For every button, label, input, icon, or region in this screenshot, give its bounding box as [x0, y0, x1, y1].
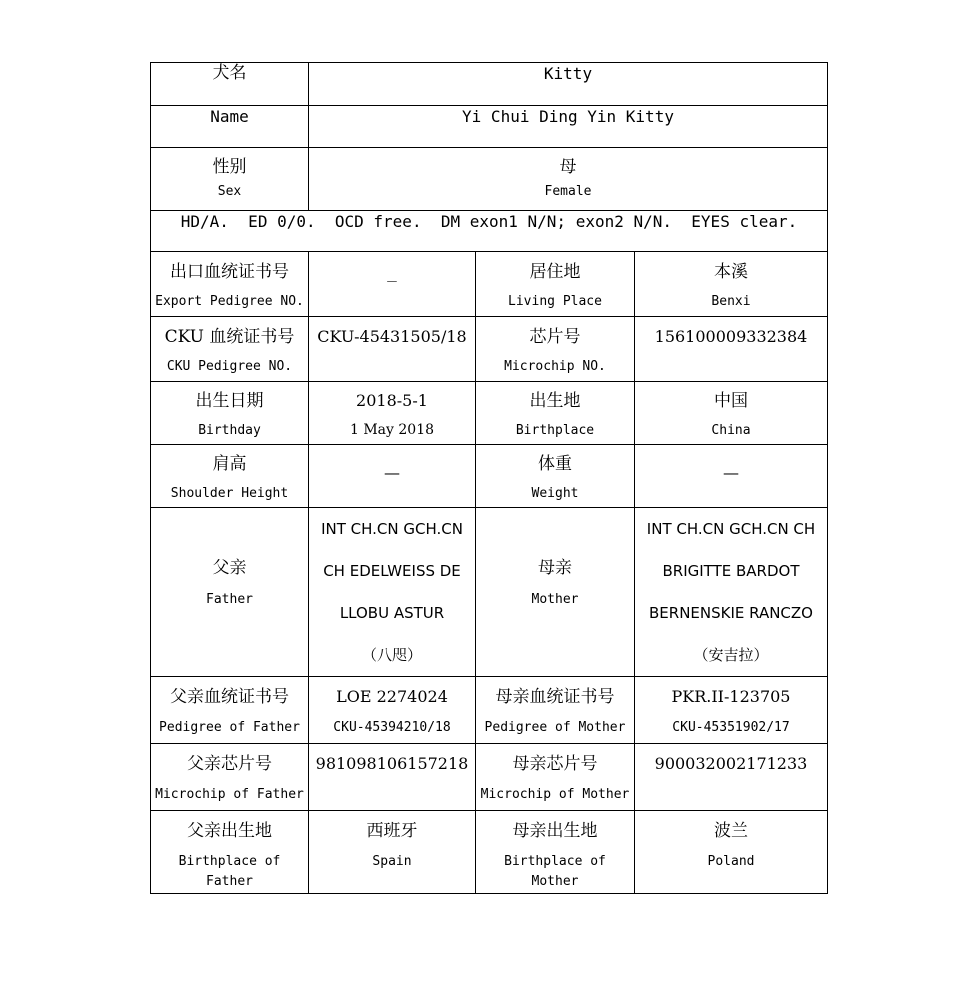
- mother-pedigree-label-zh: 母亲血统证书号: [495, 687, 615, 707]
- father-name-line-4: （八咫）: [361, 646, 422, 664]
- row-height-weight: [151, 445, 828, 508]
- weight-label-zh: 体重: [538, 454, 572, 474]
- father-name-line-2: CH EDELWEISS DE: [323, 562, 461, 580]
- mother-pedigree-label-cell: [476, 677, 635, 744]
- birthday-label-en: Birthday: [198, 423, 261, 438]
- cku-pedigree-value: CKU-45431505/18: [317, 327, 467, 346]
- living-place-value-zh: 本溪: [714, 262, 748, 282]
- father-name-line-3: LLOBU ASTUR: [339, 604, 445, 622]
- microchip-label-en: Microchip NO.: [504, 359, 606, 374]
- father-pedigree-value-cku: CKU-45394210/18: [333, 720, 451, 735]
- mother-birthplace-label-zh: 母亲出生地: [512, 821, 598, 841]
- row-birthday-birthplace: [151, 382, 828, 445]
- living-place-label-en: Living Place: [508, 294, 602, 309]
- name-label-cell: [151, 106, 309, 148]
- health-cell: [151, 211, 828, 252]
- row-parent-microchips: [151, 744, 828, 811]
- father-pedigree-value: LOE 2274024: [336, 687, 448, 706]
- father-microchip-value-cell: [309, 744, 476, 811]
- mother-label-zh: 母亲: [538, 558, 572, 578]
- row-parents: [151, 508, 828, 677]
- mother-pedigree-value-cku: CKU-45351902/17: [672, 720, 790, 735]
- row-parent-pedigrees: [151, 677, 828, 744]
- mother-birthplace-label-en-1: Birthplace of: [504, 854, 606, 869]
- export-pedigree-label-en: Export Pedigree NO.: [155, 294, 304, 309]
- shoulder-height-label-en: Shoulder Height: [170, 486, 289, 501]
- name-value-cell: [309, 106, 828, 148]
- mother-microchip-label-zh: 母亲芯片号: [512, 754, 598, 774]
- sex-label-en: Sex: [217, 184, 242, 199]
- mother-name-line-3: BERNENSKIE RANCZO: [649, 604, 813, 622]
- birthday-value-cell: [309, 382, 476, 445]
- weight-label-cell: [476, 445, 635, 508]
- father-microchip-value: 981098106157218: [315, 754, 469, 773]
- father-microchip-label-cell: [151, 744, 309, 811]
- shoulder-height-label-cell: [151, 445, 309, 508]
- mother-label-cell: [476, 508, 635, 677]
- shoulder-height-value: —: [384, 463, 400, 482]
- weight-value: —: [723, 463, 739, 482]
- cku-pedigree-value-cell: [309, 317, 476, 382]
- father-microchip-label-en: Microchip of Father: [155, 787, 304, 802]
- mother-birthplace-value-en: Poland: [707, 854, 755, 869]
- father-name-cell: [309, 508, 476, 677]
- birthplace-label-zh: 出生地: [529, 391, 581, 411]
- father-microchip-label-zh: 父亲芯片号: [187, 754, 272, 774]
- sex-value-cell: [309, 148, 828, 211]
- father-pedigree-label-zh: 父亲血统证书号: [170, 687, 289, 707]
- father-pedigree-label-cell: [151, 677, 309, 744]
- row-export-living: [151, 252, 828, 317]
- birthplace-value-zh: 中国: [714, 391, 748, 411]
- birthday-value-en: 1 May 2018: [349, 422, 435, 438]
- mother-microchip-label-en: Microchip of Mother: [480, 787, 630, 802]
- mother-name-line-2: BRIGITTE BARDOT: [662, 562, 800, 580]
- row-sex: [151, 148, 828, 211]
- dog-name-value: Kitty: [543, 64, 593, 83]
- shoulder-height-value-cell: [309, 445, 476, 508]
- mother-microchip-value-cell: [635, 744, 828, 811]
- birthplace-value-en: China: [711, 423, 751, 438]
- mother-name-cell: [635, 508, 828, 677]
- pedigree-table: [150, 62, 828, 894]
- father-birthplace-value-en: Spain: [372, 854, 412, 869]
- export-pedigree-label-zh: 出口血统证书号: [170, 262, 289, 282]
- row-health: [151, 211, 828, 252]
- name-value: Yi Chui Ding Yin Kitty: [462, 107, 674, 126]
- birthday-value: 2018-5-1: [356, 391, 428, 410]
- health-results: HD/A. ED 0/0. OCD free. DM exon1 N/N; exon2 N/N. EYES clear.: [180, 212, 798, 231]
- sex-value-zh: 母: [559, 157, 577, 177]
- father-label-cell: [151, 508, 309, 677]
- sex-value-en: Female: [544, 184, 592, 199]
- mother-microchip-label-cell: [476, 744, 635, 811]
- mother-name-line-1: INT CH.CN GCH.CN CH: [646, 520, 816, 538]
- father-birthplace-label-en-1: Birthplace of: [178, 854, 281, 869]
- living-place-label-zh: 居住地: [529, 262, 581, 282]
- sex-label-cell: [151, 148, 309, 211]
- birthday-label-cell: [151, 382, 309, 445]
- mother-name-line-4: （安吉拉）: [693, 646, 769, 664]
- weight-value-cell: [635, 445, 828, 508]
- row-parent-birthplaces: [151, 811, 828, 894]
- birthday-label-zh: 出生日期: [195, 391, 264, 411]
- cku-pedigree-label-zh: CKU 血统证书号: [164, 327, 295, 347]
- row-name: [151, 106, 828, 148]
- mother-pedigree-value: PKR.II-123705: [671, 687, 791, 706]
- export-pedigree-label-cell: [151, 252, 309, 317]
- shoulder-height-label-zh: 肩高: [212, 454, 247, 474]
- export-pedigree-value: _: [387, 263, 397, 282]
- mother-pedigree-value-cell: [635, 677, 828, 744]
- birthplace-value-cell: [635, 382, 828, 445]
- cku-pedigree-label-cell: [151, 317, 309, 382]
- father-name-line-1: INT CH.CN GCH.CN: [321, 520, 463, 538]
- name-label: Name: [210, 107, 249, 126]
- microchip-label-zh: 芯片号: [529, 327, 581, 347]
- row-cku-microchip: [151, 317, 828, 382]
- mother-birthplace-value-cell: [635, 811, 828, 894]
- mother-birthplace-label-en-2: Mother: [531, 874, 579, 889]
- father-birthplace-label-en-2: Father: [206, 874, 253, 889]
- mother-pedigree-label-en: Pedigree of Mother: [484, 720, 626, 735]
- microchip-value-cell: [635, 317, 828, 382]
- father-pedigree-value-cell: [309, 677, 476, 744]
- father-birthplace-value-cell: [309, 811, 476, 894]
- dog-name-label: 犬名: [212, 63, 247, 83]
- father-label-zh: 父亲: [212, 558, 247, 578]
- living-place-label-cell: [476, 252, 635, 317]
- mother-label-en: Mother: [531, 592, 579, 607]
- mother-microchip-value: 900032002171233: [654, 754, 808, 773]
- father-pedigree-label-en: Pedigree of Father: [159, 720, 300, 735]
- mother-birthplace-label-cell: [476, 811, 635, 894]
- cku-pedigree-label-en: CKU Pedigree NO.: [166, 359, 293, 374]
- father-birthplace-label-cell: [151, 811, 309, 894]
- father-birthplace-label-zh: 父亲出生地: [187, 821, 272, 841]
- microchip-label-cell: [476, 317, 635, 382]
- export-pedigree-value-cell: [309, 252, 476, 317]
- living-place-value-en: Benxi: [711, 294, 751, 309]
- birthplace-label-en: Birthplace: [515, 423, 595, 438]
- living-place-value-cell: [635, 252, 828, 317]
- weight-label-en: Weight: [531, 486, 579, 501]
- row-dog-name: [151, 63, 828, 106]
- dog-name-label-cell: [151, 63, 309, 106]
- father-birthplace-value-zh: 西班牙: [366, 821, 418, 841]
- father-label-en: Father: [206, 592, 253, 607]
- birthplace-label-cell: [476, 382, 635, 445]
- sex-label-zh: 性别: [212, 157, 247, 177]
- mother-birthplace-value-zh: 波兰: [714, 821, 748, 841]
- dog-name-value-cell: [309, 63, 828, 106]
- microchip-value: 156100009332384: [654, 327, 808, 346]
